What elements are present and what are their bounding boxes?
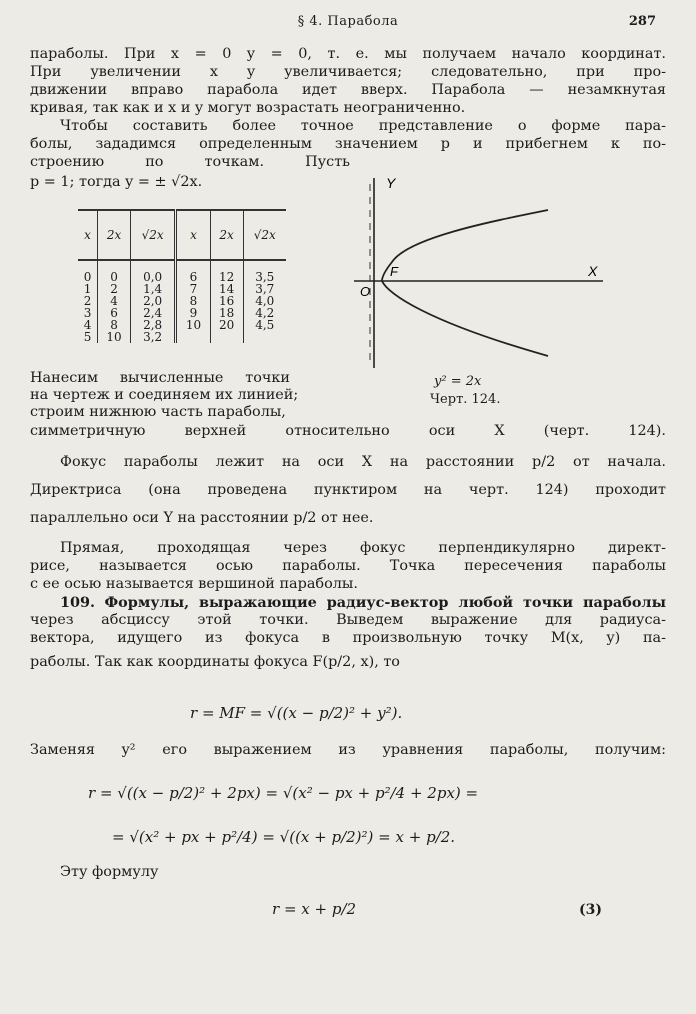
- table-cell: 4: [98, 295, 131, 307]
- table-cell: 0: [83, 270, 92, 284]
- table-header: √2x: [243, 210, 286, 260]
- table-cell: 6: [176, 271, 210, 283]
- formula-r-mf: r = MF = √((x − p/2)² + y²).: [190, 704, 403, 722]
- table-header: 2x: [210, 210, 243, 260]
- table-cell: 2: [98, 283, 131, 295]
- table-header: x: [176, 210, 210, 260]
- text-line: параболы. При x = 0 y = 0, т. е. мы получаем начало координат.: [30, 46, 666, 62]
- table-cell: 16: [210, 295, 243, 307]
- table-cell: 12: [210, 271, 243, 283]
- table-cell: 0: [98, 271, 131, 283]
- x-axis-label: X: [588, 263, 598, 279]
- text-line: Фокус параболы лежит на оси X на расстоянии p/2 от начала.: [60, 454, 666, 470]
- table-cell: [243, 331, 286, 343]
- focus-label: F: [390, 264, 398, 279]
- table-cell: 3: [83, 306, 92, 320]
- text-line: параллельно оси Y на расстоянии p/2 от нее.: [30, 510, 374, 526]
- table-cell: 8: [98, 319, 131, 331]
- table-cell: 20: [210, 319, 243, 331]
- section-number: 109.: [60, 594, 96, 611]
- table-cell: 18: [210, 307, 243, 319]
- text-line: рисе, называется осью параболы. Точка пересечения параболы: [30, 558, 666, 574]
- table-cell: 0,0: [130, 271, 175, 283]
- text-line: При увеличении x y увеличивается; следовательно, при про-: [30, 64, 666, 80]
- parabola-figure: [348, 168, 618, 368]
- text-line: Директриса (она проведена пунктиром на черт. 124) проходит: [30, 482, 666, 498]
- text-line: с ее осью называется вершиной параболы.: [30, 576, 358, 592]
- table-cell: 4,0: [243, 295, 286, 307]
- text-line: p = 1; тогда y = ± √2x.: [30, 174, 203, 190]
- text-line: кривая, так как и x и y могут возрастать неограниченно.: [30, 100, 466, 116]
- table-cell: 2,8: [130, 319, 175, 331]
- table-cell: 2: [83, 294, 92, 308]
- table-cell: 2,0: [130, 295, 175, 307]
- table-cell: 10: [176, 319, 210, 331]
- origin-label: O: [360, 284, 371, 299]
- table-cell: 4,2: [243, 307, 286, 319]
- table-cell: 14: [210, 283, 243, 295]
- values-table: [78, 209, 286, 343]
- formula-result: = √(x² + px + p²/4) = √((x + p/2)²) = x + p/2.: [112, 828, 456, 846]
- table-cell: 3,7: [243, 283, 286, 295]
- table-cell: 3,5: [243, 271, 286, 283]
- table-cell: 6: [98, 307, 131, 319]
- page-header: [0, 14, 696, 34]
- table-cell: 3,2: [130, 331, 175, 343]
- text-line: вектора, идущего из фокуса в произвольную точку M(x, y) па-: [30, 630, 666, 646]
- running-title: § 4. Парабола: [297, 14, 399, 29]
- table-cell: 5: [83, 330, 92, 344]
- figure-caption: Черт. 124.: [430, 392, 501, 407]
- text-line: Заменяя y² его выражением из уравнения параболы, получим:: [30, 742, 666, 758]
- table-cell: 7: [176, 283, 210, 295]
- table-cell: [210, 331, 243, 343]
- table-header: x: [78, 210, 98, 260]
- table-cell: 4: [83, 318, 92, 332]
- text-line: через абсциссу этой точки. Выведем выражение для радиуса-: [30, 612, 666, 628]
- table-cell: [176, 331, 210, 343]
- page-number: 287: [628, 14, 656, 29]
- text-line: Нанесим вычисленные точки: [30, 370, 290, 386]
- formula-expansion: r = √((x − p/2)² + 2px) = √(x² − px + p²/4 + 2px) =: [88, 784, 479, 802]
- parabola-lower-branch: [382, 281, 548, 356]
- y-axis-label: Y: [386, 175, 396, 191]
- text-line: Эту формулу: [60, 864, 159, 880]
- text-line: строим нижнюю часть параболы,: [30, 404, 286, 420]
- text-line: болы, зададимся определенным значением p и прибегнем к по-: [30, 136, 666, 152]
- text-line: строению по точкам. Пусть: [30, 154, 350, 170]
- table-cell: 9: [176, 307, 210, 319]
- figure-equation: y² = 2x: [434, 374, 482, 389]
- table-cell: 1: [83, 282, 92, 296]
- table-cell: 4,5: [243, 319, 286, 331]
- text-line: Чтобы составить более точное представление о форме пара-: [60, 118, 666, 134]
- table-header: 2x: [98, 210, 131, 260]
- table-cell: 1,4: [130, 283, 175, 295]
- text-line: движении вправо парабола идет вверх. Парабола — незамкнутая: [30, 82, 666, 98]
- table-cell: 10: [98, 331, 131, 343]
- parabola-upper-branch: [382, 210, 548, 281]
- table-cell: 8: [176, 295, 210, 307]
- text-line: на чертеж и соединяем их линией;: [30, 387, 299, 403]
- table-header: √2x: [130, 210, 175, 260]
- formula-radius-vector: r = x + p/2: [272, 900, 357, 918]
- equation-number: (3): [579, 902, 602, 918]
- text-line: симметричную верхней относительно оси X (черт. 124).: [30, 423, 666, 439]
- table-row: [78, 331, 286, 343]
- table-cell: 2,4: [130, 307, 175, 319]
- section-heading: [30, 594, 666, 612]
- section-title: Формулы, выражающие радиус-вектор любой точки параболы: [104, 594, 666, 611]
- text-line: Прямая, проходящая через фокус перпендикулярно директ-: [60, 540, 666, 556]
- text-line: раболы. Так как координаты фокуса F(p/2, x), то: [30, 654, 400, 670]
